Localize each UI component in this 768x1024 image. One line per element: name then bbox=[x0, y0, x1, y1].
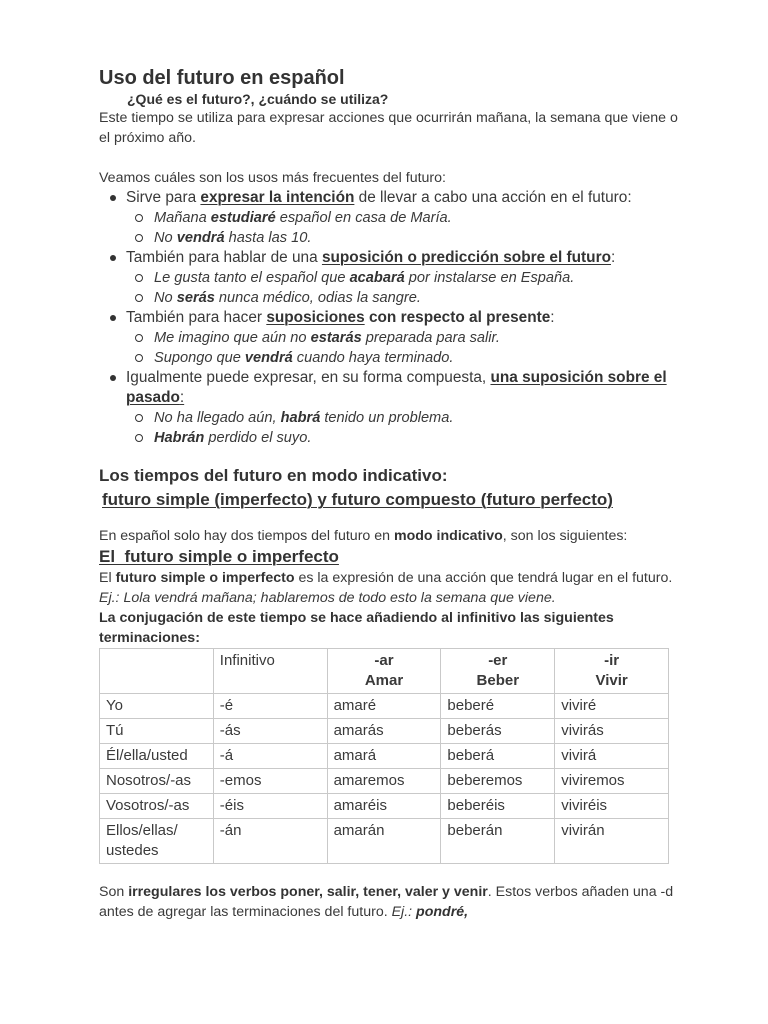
tiempos-subheading: futuro simple (imperfecto) y futuro compuesto (futuro perfecto) bbox=[102, 490, 613, 509]
table-cell: vivirá bbox=[555, 744, 669, 769]
table-cell: beberéis bbox=[441, 794, 555, 819]
example-item: Mañana estudiaré español en casa de María. bbox=[126, 208, 679, 228]
example-item: Supongo que vendrá cuando haya terminado. bbox=[126, 348, 679, 368]
table-cell: -ir Vivir bbox=[555, 649, 669, 694]
uso-item: También para hablar de una suposición o predicción sobre el futuro: Le gusta tanto el español que acabará por instalarse en España. No serás nunca médico, odias la sangre. bbox=[99, 248, 679, 308]
table-cell: beberás bbox=[441, 719, 555, 744]
table-cell: amaréis bbox=[327, 794, 441, 819]
table-row bbox=[100, 694, 669, 719]
table-cell: viviréis bbox=[555, 794, 669, 819]
table-cell: -é bbox=[213, 694, 327, 719]
table-header-row bbox=[100, 649, 669, 694]
conjugation-note: La conjugación de este tiempo se hace añadiendo al infinitivo las siguientes terminaciones: bbox=[99, 610, 614, 646]
table-row bbox=[100, 744, 669, 769]
table-cell: Infinitivo bbox=[213, 649, 327, 694]
table-cell: amaremos bbox=[327, 769, 441, 794]
table-cell: beberá bbox=[441, 744, 555, 769]
usos-list bbox=[99, 188, 679, 448]
tiempos-intro: En español solo hay dos tiempos del futuro en modo indicativo, son los siguientes: bbox=[99, 528, 628, 544]
examples-list bbox=[126, 408, 679, 448]
table-cell: amarás bbox=[327, 719, 441, 744]
table-cell: -éis bbox=[213, 794, 327, 819]
table-cell: viviremos bbox=[555, 769, 669, 794]
simple-heading: El futuro simple o imperfecto bbox=[99, 547, 339, 566]
uso-item: Sirve para expresar la intención de llevar a cabo una acción en el futuro: Mañana estudiaré español en casa de María. No vendrá hasta las 10. bbox=[99, 188, 679, 248]
table-row bbox=[100, 819, 669, 864]
tiempos-heading: Los tiempos del futuro en modo indicativo: bbox=[99, 466, 448, 485]
example-item: Habrán perdido el suyo. bbox=[126, 428, 679, 448]
examples-list bbox=[126, 208, 679, 248]
table-cell: amarán bbox=[327, 819, 441, 864]
usos-intro: Veamos cuáles son los usos más frecuentes del futuro: bbox=[99, 170, 446, 186]
conjugation-table bbox=[99, 648, 669, 864]
table-cell: -ás bbox=[213, 719, 327, 744]
table-cell: vivirás bbox=[555, 719, 669, 744]
example-item: Le gusta tanto el español que acabará por instalarse en España. bbox=[126, 268, 679, 288]
table-row bbox=[100, 719, 669, 744]
irregular-paragraph: Son irregulares los verbos poner, salir, tener, valer y venir. Estos verbos añaden una -d antes de agregar las terminaciones del futuro. Ej.: pondré, bbox=[99, 884, 674, 920]
table-cell: -ar Amar bbox=[327, 649, 441, 694]
simple-definition: El futuro simple o imperfecto es la expresión de una acción que tendrá lugar en el futuro. bbox=[99, 570, 673, 586]
table-cell: viviré bbox=[555, 694, 669, 719]
table-row bbox=[100, 794, 669, 819]
table-cell: vivirán bbox=[555, 819, 669, 864]
subquestion-heading: ¿Qué es el futuro?, ¿cuándo se utiliza? bbox=[127, 91, 389, 107]
table-cell: -á bbox=[213, 744, 327, 769]
table-cell: -án bbox=[213, 819, 327, 864]
simple-example: Ej.: Lola vendrá mañana; hablaremos de todo esto la semana que viene. bbox=[99, 590, 556, 606]
table-row bbox=[100, 769, 669, 794]
uso-item: Igualmente puede expresar, en su forma compuesta, una suposición sobre el pasado: No ha llegado aún, habrá tenido un problema. Habrán perdido el suyo. bbox=[99, 368, 679, 448]
table-cell: Tú bbox=[100, 719, 214, 744]
example-item: No ha llegado aún, habrá tenido un problema. bbox=[126, 408, 679, 428]
table-cell: beberé bbox=[441, 694, 555, 719]
table-cell: -emos bbox=[213, 769, 327, 794]
table-cell: Vosotros/-as bbox=[100, 794, 214, 819]
table-cell: amará bbox=[327, 744, 441, 769]
table-cell: Ellos/ellas/ ustedes bbox=[100, 819, 214, 864]
table-cell: beberán bbox=[441, 819, 555, 864]
intro-paragraph: Este tiempo se utiliza para expresar acciones que ocurrirán mañana, la semana que viene o el próximo año. bbox=[99, 110, 678, 146]
table-cell: Nosotros/-as bbox=[100, 769, 214, 794]
table-cell: Yo bbox=[100, 694, 214, 719]
examples-list bbox=[126, 268, 679, 308]
example-item: No vendrá hasta las 10. bbox=[126, 228, 679, 248]
uso-item: También para hacer suposiciones con respecto al presente: Me imagino que aún no estarás preparada para salir. Supongo que vendrá cuando haya terminado. bbox=[99, 308, 679, 368]
table-cell: beberemos bbox=[441, 769, 555, 794]
document-page bbox=[99, 66, 679, 922]
examples-list bbox=[126, 328, 679, 368]
table-cell bbox=[100, 649, 214, 694]
example-item: No serás nunca médico, odias la sangre. bbox=[126, 288, 679, 308]
page-title: Uso del futuro en español bbox=[99, 67, 345, 89]
table-cell: Él/ella/usted bbox=[100, 744, 214, 769]
table-cell: amaré bbox=[327, 694, 441, 719]
table-cell: -er Beber bbox=[441, 649, 555, 694]
example-item: Me imagino que aún no estarás preparada para salir. bbox=[126, 328, 679, 348]
